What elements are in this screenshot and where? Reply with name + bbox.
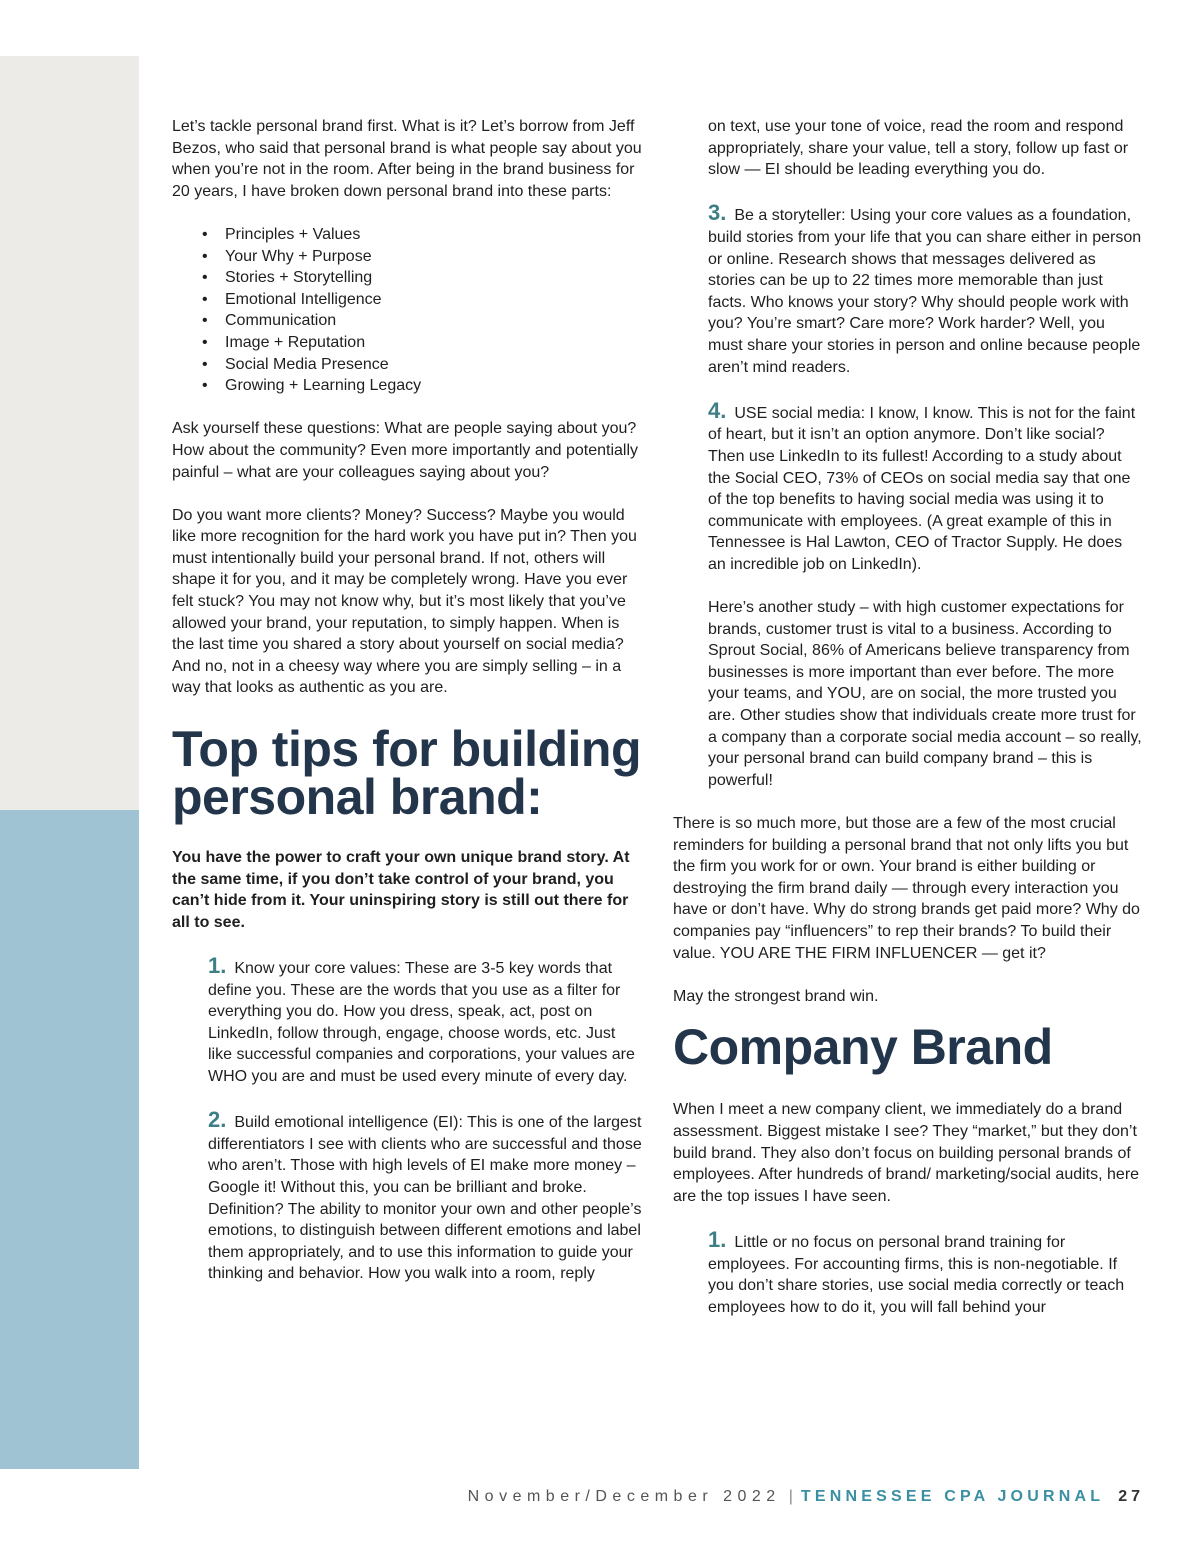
tip-number: 2. xyxy=(208,1107,227,1133)
tip-text: Know your core values: These are 3-5 key words that define you. These are the words that you use as a filter for everything you do. How you dress, speak, act, post on LinkedIn, follow through, engage, choose words, etc. Just like successful companies and corporations, your values are WHO you are and must be used every minute of every day. xyxy=(208,960,635,1085)
study-paragraph: Here’s another study – with high customer expectations for brands, customer trust is vital to a business. According to Sprout Social, 86% of Americans believe transparency from businesses is more important than ever before. The more your teams, and YOU, are on social, the more trusted you are. Other studies show that individuals create more trust for a company than a corporate social media account – so really, your personal brand can build company brand – this is powerful! xyxy=(708,599,1142,789)
issue-date: November/December 2022 xyxy=(467,1488,781,1505)
brand-parts-list xyxy=(172,224,642,397)
list-item: • Principles + Values xyxy=(172,224,642,246)
tip-item xyxy=(172,1109,642,1285)
right-column xyxy=(673,116,1143,1340)
journal-name: TENNESSEE CPA JOURNAL xyxy=(800,1488,1105,1505)
tip-continuation: on text, use your tone of voice, read the room and respond appropriately, share your value, tell a story, follow up fast or slow — EI should be leading everything you do. xyxy=(708,118,1129,179)
list-item: • Social Media Presence xyxy=(172,354,642,376)
clients-paragraph: Do you want more clients? Money? Success? Maybe you would like more recognition for the hard work you have put in? Then you must intentionally build your personal brand. If not, others will shape it for you, and it may be completely wrong. Have you ever felt stuck? You may not know why, but it’s most likely that you’ve allowed your brand, your reputation, to simply happen. When is the last time you shared a story about yourself on social media? And no, not in a cheesy way where you are simply selling – in a way that looks as authentic as you are. xyxy=(172,506,637,697)
tip-text: Build emotional intelligence (EI): This is one of the largest differentiators I see with clients who are successful and those who aren’t. Those with high levels of EI make more money – Google it! Without this, you can be brilliant and broke. Definition? The ability to monitor your own and other people’s emotions, to distinguish between different emotions and label them appropriately, and to use this information to guide your thinking and behavior. How you walk into a room, reply xyxy=(208,1114,642,1283)
tip-number: 4. xyxy=(708,397,727,423)
list-item: • Stories + Storytelling xyxy=(172,267,642,289)
sidebar-gray-block xyxy=(0,56,139,810)
tip-item xyxy=(673,202,1143,378)
tip-text: USE social media: I know, I know. This is not for the faint of heart, but it isn’t an option anymore. Don’t like social? Then use LinkedIn to its fullest! According to a study about the Social CEO, 73% of CEOs on social media say that one of the top benefits to having social media was using it to communicate with employees. (A great example of this in Tennessee is Hal Lawton, CEO of Tractor Supply. He does an incredible job on LinkedIn). xyxy=(708,404,1136,573)
issue-item xyxy=(673,1226,1143,1318)
list-item: • Communication xyxy=(172,310,642,332)
tip-number: 3. xyxy=(708,200,727,226)
intro-paragraph: Let’s tackle personal brand first. What is it? Let’s borrow from Jeff Bezos, who said that personal brand is what people say about you when you’re not in the room. After being in the brand business for 20 years, I have broken down personal brand into these parts: xyxy=(172,118,642,200)
questions-paragraph: Ask yourself these questions: What are people saying about you? How about the community? Even more importantly and potentially painful – what are your colleagues saying about you? xyxy=(172,420,639,481)
footer-separator: | xyxy=(788,1488,793,1505)
list-item: • Emotional Intelligence xyxy=(172,289,642,311)
tip-number: 1. xyxy=(208,953,227,978)
list-item: • Image + Reputation xyxy=(172,332,642,354)
tip-item xyxy=(673,397,1143,576)
left-column xyxy=(172,116,642,1307)
tip-item xyxy=(172,955,642,1088)
section-heading-top-tips: Top tips for building personal brand: xyxy=(172,721,642,826)
closing-line: May the strongest brand win. xyxy=(673,987,879,1005)
page-footer xyxy=(468,1488,1144,1506)
list-item: • Growing + Learning Legacy xyxy=(172,375,642,397)
page-number: 27 xyxy=(1118,1488,1144,1505)
lead-paragraph: You have the power to craft your own unique brand story. At the same time, if you don’t take control of your brand, you can’t hide from it. Your uninspiring story is still out there for all to see. xyxy=(172,849,630,931)
sidebar-blue-block xyxy=(0,810,139,1469)
tip-text: Be a storyteller: Using your core values as a foundation, build stories from your life that you can share either in person or online. Research shows that messages delivered as stories can be up to 22 times more memorable than just facts. Who knows your story? Why should people work with you? You’re smart? Care more? Work harder? Well, you must share your stories in person and online because people aren’t mind readers. xyxy=(708,207,1142,376)
issue-text: Little or no focus on personal brand training for employees. For accounting firms, this is non-negotiable. If you don’t share stories, use social media correctly or teach employees how to do it, you will fall behind your xyxy=(708,1233,1125,1316)
list-item: • Your Why + Purpose xyxy=(172,246,642,268)
summary-paragraph: There is so much more, but those are a few of the most crucial reminders for building a personal brand that not only lifts you but the firm you work for or own. Your brand is either building or destroying the firm brand daily — through every interaction you have or don’t have. Why do strong brands get paid more? Why do companies pay “influencers” to rep their brands? To build their value. YOU ARE THE FIRM INFLUENCER — get it? xyxy=(673,815,1140,962)
issue-number: 1. xyxy=(708,1226,727,1252)
section-heading-company-brand: Company Brand xyxy=(673,1019,1053,1076)
company-paragraph: When I meet a new company client, we immediately do a brand assessment. Biggest mistake I see? They “market,” but they don’t build brand. They also don’t focus on building personal brands of employees. After hundreds of brand/ marketing/social audits, here are the top issues I have seen. xyxy=(673,1101,1140,1205)
